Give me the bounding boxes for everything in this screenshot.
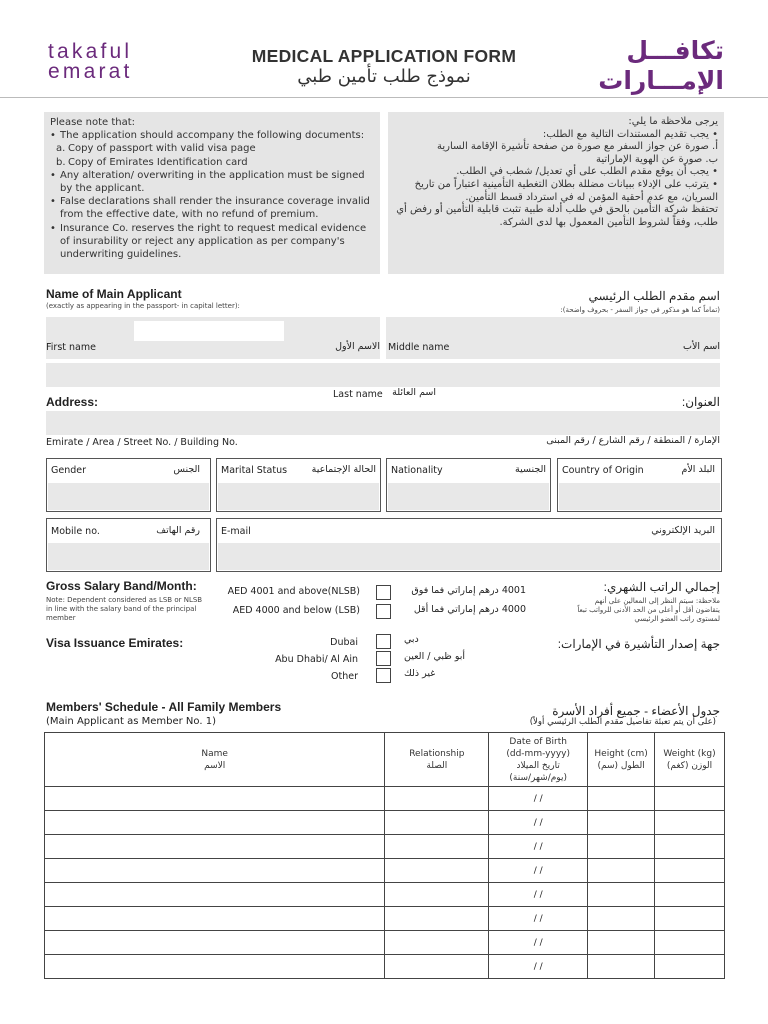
col-weight <box>655 733 725 787</box>
cell-dob[interactable]: / / <box>489 955 588 979</box>
salary-note-ar: ملاحظة: سيتم النظر إلى المعالين على أنهم يتقاضون أقل أو أعلى من الحد الأدنى للرواتب تبعاً لمستوى راتب العضو الرئيسي <box>577 597 720 623</box>
nationality-label-ar: الجنسية <box>515 464 546 475</box>
visa-opt1-label: Dubai <box>330 637 358 648</box>
email-label: E-mail <box>221 526 251 537</box>
col-dob <box>489 733 588 787</box>
cell-height[interactable] <box>588 931 655 955</box>
col-height-ar: الطول (سم) <box>597 760 645 771</box>
members-sub-ar: (على أن يتم تعبئة تفاصيل مقدم الطلب الرئيسي أولاً) <box>529 717 716 727</box>
cell-name[interactable] <box>45 955 385 979</box>
members-sub: (Main Applicant as Member No. 1) <box>46 716 216 727</box>
note-bullet: a. <box>56 143 66 155</box>
col-height <box>588 733 655 787</box>
visa-heading-ar: جهة إصدار التأشيرة في الإمارات: <box>557 637 720 651</box>
email-box[interactable] <box>216 518 722 572</box>
cell-relationship[interactable] <box>385 955 489 979</box>
cell-weight[interactable] <box>655 907 725 931</box>
middle-name-label: Middle name <box>388 342 450 353</box>
cell-name[interactable] <box>45 835 385 859</box>
col-weight-ar: الوزن (كغم) <box>666 760 713 771</box>
cell-dob[interactable]: / / <box>489 787 588 811</box>
note-bullet: • <box>50 169 56 181</box>
mobile-box[interactable] <box>46 518 211 572</box>
col-name-ar: الاسم <box>204 760 226 771</box>
cell-relationship[interactable] <box>385 787 489 811</box>
note-item <box>50 222 374 262</box>
first-name-inset <box>134 321 284 341</box>
marital-input[interactable] <box>218 483 379 510</box>
col-height-en: Height (cm) <box>594 748 648 759</box>
cell-weight[interactable] <box>655 883 725 907</box>
members-header-row <box>45 733 725 787</box>
cell-name[interactable] <box>45 931 385 955</box>
marital-label-ar: الحالة الإجتماعية <box>311 464 376 475</box>
marital-label: Marital Status <box>221 465 288 476</box>
col-rel-ar: الصلة <box>426 760 448 771</box>
note-text: The application should accompany the following documents: <box>60 130 365 142</box>
table-row <box>45 787 725 811</box>
visa-heading: Visa Issuance Emirates: <box>46 636 184 650</box>
middle-name-label-ar: اسم الأب <box>683 341 720 352</box>
mobile-input[interactable] <box>48 543 209 570</box>
last-name-field[interactable] <box>46 363 720 387</box>
cell-height[interactable] <box>588 787 655 811</box>
col-name <box>45 733 385 787</box>
cell-name[interactable] <box>45 883 385 907</box>
gender-label: Gender <box>51 465 87 476</box>
cell-weight[interactable] <box>655 835 725 859</box>
cell-relationship[interactable] <box>385 835 489 859</box>
note-text: Copy of passport with valid visa page <box>68 143 256 155</box>
note-item <box>50 156 374 169</box>
origin-label-ar: البلد الأم <box>681 464 715 475</box>
note-heading: Please note that: <box>50 117 136 128</box>
origin-input[interactable] <box>559 483 720 510</box>
note-english <box>44 112 380 274</box>
cell-weight[interactable] <box>655 787 725 811</box>
cell-dob[interactable]: / / <box>489 883 588 907</box>
note-text: Copy of Emirates Identification card <box>68 156 248 168</box>
address-field[interactable] <box>46 411 720 435</box>
email-input[interactable] <box>218 543 720 570</box>
cell-weight[interactable] <box>655 859 725 883</box>
cell-relationship[interactable] <box>385 883 489 907</box>
visa-abudhabi-checkbox[interactable] <box>376 651 391 666</box>
col-dob-en: Date of Birth <box>509 736 567 747</box>
col-dob-fmt: (dd-mm-yyyy) <box>506 748 570 759</box>
note-item <box>50 169 374 195</box>
salary-opt1-label: AED 4001 and above(NLSB) <box>227 586 360 597</box>
members-body <box>45 787 725 979</box>
cell-weight[interactable] <box>655 955 725 979</box>
cell-name[interactable] <box>45 811 385 835</box>
cell-dob[interactable]: / / <box>489 907 588 931</box>
note-arabic: يرجى ملاحظة ما يلي: • يجب تقديم المستندات التالية مع الطلب: أ. صورة عن جواز السفر مع صورة من صفحة تأشيرة الإقامة السارية ب. صورة عن الهوية الإماراتية • يجب أن يوقع مقدم الطلب على أي تعديل/ شطب في الطلب. • يترتب على الإدلاء ببيانات مضللة بطلان التغطية التأمينية اعتباراً من تاريخ السريان، مع عدم أحقية المؤمن له في استرداد قسط التأمين. تحتفظ شركة التأمين بالحق في طلب أدلة طبية تثبت قابلية التأمين أو رفض أي طلب، وفقاً لشروط التأمين المعمول بها لدى الشركة. <box>388 112 724 274</box>
salary-opt2-label: AED 4000 and below (LSB) <box>232 605 360 616</box>
cell-relationship[interactable] <box>385 811 489 835</box>
col-name-en: Name <box>201 748 228 759</box>
cell-height[interactable] <box>588 883 655 907</box>
address-heading: Address: <box>46 395 99 409</box>
table-row <box>45 931 725 955</box>
visa-opt3-label-ar: غير ذلك <box>404 668 436 679</box>
note-text: Insurance Co. reserves the right to request medical evidence of insurability or reject any application as per company's underwriting guidelines. <box>60 222 367 261</box>
cell-dob[interactable]: / / <box>489 859 588 883</box>
note-item <box>50 129 374 142</box>
cell-name[interactable] <box>45 859 385 883</box>
mobile-label: Mobile no. <box>51 526 100 537</box>
members-heading: Members' Schedule - All Family Members <box>46 700 282 714</box>
last-name-label: Last name <box>333 389 383 400</box>
nationality-box[interactable] <box>386 458 551 512</box>
nationality-label: Nationality <box>391 465 443 476</box>
visa-opt2-label: Abu Dhabi/ Al Ain <box>275 654 358 665</box>
visa-other-checkbox[interactable] <box>376 668 391 683</box>
cell-height[interactable] <box>588 859 655 883</box>
first-name-label-ar: الاسم الأول <box>335 341 380 352</box>
col-weight-en: Weight (kg) <box>663 748 716 759</box>
salary-opt2-label-ar: 4000 درهم إماراتي فما أقل <box>413 604 526 615</box>
note-item <box>50 195 374 221</box>
salary-note: Note: Dependent considered as LSB or NLSB in line with the salary band of the principal member <box>46 596 203 622</box>
cell-height[interactable] <box>588 907 655 931</box>
visa-opt1-label-ar: دبي <box>404 634 419 645</box>
origin-label: Country of Origin <box>562 465 644 476</box>
logo-en-line1: takaful <box>48 40 133 63</box>
cell-weight[interactable] <box>655 811 725 835</box>
note-list <box>50 129 374 261</box>
form-title-ar: نموذج طلب تأمين طبي <box>297 66 471 87</box>
table-row <box>45 907 725 931</box>
logo-en <box>48 42 133 82</box>
salary-heading-ar: إجمالي الراتب الشهري: <box>603 580 720 594</box>
members-heading-ar: جدول الأعضاء - جميع أفراد الأسرة <box>552 704 720 718</box>
applicant-heading-ar: اسم مقدم الطلب الرئيسي <box>588 289 720 303</box>
note-bullet: • <box>50 222 56 234</box>
col-dob-fmt-ar: (يوم/شهر/سنة) <box>509 772 567 783</box>
marital-box[interactable] <box>216 458 381 512</box>
salary-heading: Gross Salary Band/Month: <box>46 579 197 593</box>
cell-dob[interactable]: / / <box>489 835 588 859</box>
gender-input[interactable] <box>48 483 209 510</box>
cell-name[interactable] <box>45 787 385 811</box>
form-title: MEDICAL APPLICATION FORM <box>251 46 517 66</box>
visa-opt3-label: Other <box>331 671 358 682</box>
cell-height[interactable] <box>588 811 655 835</box>
cell-weight[interactable] <box>655 931 725 955</box>
cell-dob[interactable]: / / <box>489 931 588 955</box>
logo-ar-line2: الإمـــارات <box>598 66 724 95</box>
cell-dob[interactable]: / / <box>489 811 588 835</box>
table-row <box>45 835 725 859</box>
logo-ar-line1: تكافـــل <box>626 36 724 65</box>
salary-opt1-label-ar: 4001 درهم إماراتي فما فوق <box>411 585 526 596</box>
applicant-sub: (exactly as appearing in the passport- in capital letter): <box>46 302 240 310</box>
visa-opt2-label-ar: أبو ظبي / العين <box>404 651 466 662</box>
note-bullet: • <box>50 130 56 142</box>
applicant-sub-ar: (تماماً كما هو مذكور في جواز السفر - بحروف واضحة): <box>560 306 720 314</box>
first-name-label: First name <box>46 342 96 353</box>
note-text: Any alteration/ overwriting in the application must be signed by the applicant. <box>60 169 365 195</box>
mobile-label-ar: رقم الهاتف <box>156 525 200 536</box>
cell-name[interactable] <box>45 907 385 931</box>
logo-en-line2: emarat <box>48 60 133 83</box>
table-row <box>45 955 725 979</box>
address-sub: Emirate / Area / Street No. / Building No. <box>46 437 238 448</box>
logo-ar <box>598 36 724 96</box>
members-table <box>44 732 725 979</box>
table-row <box>45 883 725 907</box>
note-item <box>50 142 374 155</box>
col-relationship <box>385 733 489 787</box>
origin-box[interactable] <box>557 458 722 512</box>
note-bullet: b. <box>56 156 66 168</box>
cell-relationship[interactable] <box>385 907 489 931</box>
last-name-label-ar: اسم العائلة <box>392 387 436 398</box>
gender-label-ar: الجنس <box>173 464 200 475</box>
gender-box[interactable] <box>46 458 211 512</box>
note-bullet: • <box>50 196 56 208</box>
col-rel-en: Relationship <box>409 748 465 759</box>
col-dob-ar: تاريخ الميلاد <box>516 760 560 771</box>
cell-relationship[interactable] <box>385 931 489 955</box>
visa-dubai-checkbox[interactable] <box>376 634 391 649</box>
header-divider <box>0 97 768 98</box>
nationality-input[interactable] <box>388 483 549 510</box>
note-text: False declarations shall render the insurance coverage invalid from the effective date, with no refund of premium. <box>60 196 370 221</box>
email-label-ar: البريد الإلكتروني <box>651 525 715 536</box>
table-row <box>45 859 725 883</box>
table-row <box>45 811 725 835</box>
cell-relationship[interactable] <box>385 859 489 883</box>
address-heading-ar: العنوان: <box>681 395 720 409</box>
cell-height[interactable] <box>588 955 655 979</box>
cell-height[interactable] <box>588 835 655 859</box>
applicant-heading: Name of Main Applicant <box>46 287 182 301</box>
address-sub-ar: الإمارة / المنطقة / رقم الشارع / رقم المبنى <box>546 435 720 446</box>
